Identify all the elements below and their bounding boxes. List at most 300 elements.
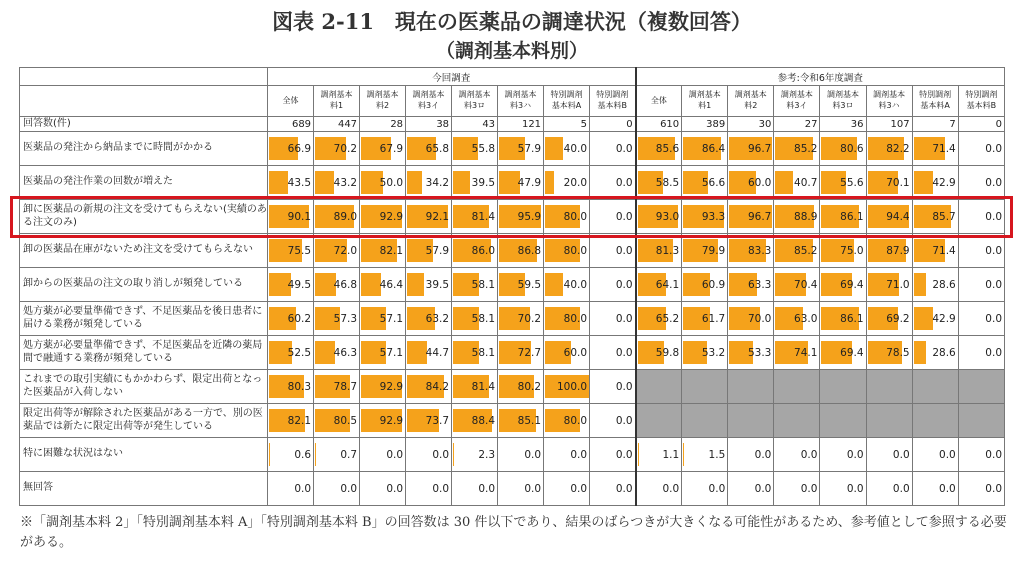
value-label: 50.0 [379, 176, 404, 189]
count-row [20, 117, 1005, 132]
na-cell [774, 370, 820, 404]
count-cell: 0 [958, 117, 1004, 132]
value-label: 60.9 [701, 278, 726, 291]
value-label: 49.5 [287, 278, 312, 291]
value-label: 46.4 [379, 278, 404, 291]
value-label: 0.0 [340, 482, 358, 495]
value-cell [682, 234, 728, 268]
value-cell [314, 302, 360, 336]
value-cell [958, 268, 1004, 302]
value-cell [406, 234, 452, 268]
column-header: 調剤基本 料3ハ [498, 86, 544, 117]
column-header: 調剤基本 料1 [314, 86, 360, 117]
na-cell [958, 404, 1004, 438]
value-cell [268, 268, 314, 302]
value-cell [774, 336, 820, 370]
value-cell [636, 438, 682, 472]
row-label: 卸からの医薬品の注文の取り消しが頻発している [20, 268, 268, 302]
value-label: 69.4 [840, 346, 864, 359]
table-row [20, 268, 1005, 302]
value-cell [820, 438, 866, 472]
results-table [19, 67, 1005, 506]
na-cell [774, 404, 820, 438]
column-header: 特別調剤 基本料B [590, 86, 636, 117]
value-label: 80.3 [287, 380, 312, 393]
value-cell [590, 404, 636, 438]
column-header: 調剤基本 料3ハ [866, 86, 912, 117]
value-label: 79.9 [701, 244, 726, 257]
row-label: 処方薬が必要量準備できず、不足医薬品を後日患者に届ける業務が頻発している [20, 302, 268, 336]
value-cell [636, 302, 682, 336]
value-cell [958, 234, 1004, 268]
value-label: 0.0 [892, 448, 910, 461]
value-cell [636, 268, 682, 302]
row-label: 無回答 [20, 472, 268, 506]
value-label: 82.2 [886, 142, 910, 155]
value-label: 80.0 [563, 312, 588, 325]
value-label: 86.4 [701, 142, 726, 155]
value-label: 71.4 [932, 142, 956, 155]
value-label: 75.5 [287, 244, 312, 257]
value-label: 0.0 [985, 210, 1002, 223]
value-cell [958, 438, 1004, 472]
value-cell [268, 234, 314, 268]
table-row [20, 404, 1005, 438]
value-cell [774, 132, 820, 166]
value-cell [590, 472, 636, 506]
column-header: 調剤基本 料1 [682, 86, 728, 117]
value-cell [866, 336, 912, 370]
value-cell [682, 268, 728, 302]
value-cell [912, 336, 958, 370]
value-bar [315, 341, 335, 364]
value-cell [452, 302, 498, 336]
value-label: 0.0 [524, 482, 542, 495]
column-header: 全体 [636, 86, 682, 117]
value-cell [406, 370, 452, 404]
value-cell [912, 302, 958, 336]
value-label: 71.0 [886, 278, 910, 291]
value-label: 69.4 [840, 278, 864, 291]
value-label: 40.0 [563, 278, 588, 291]
value-label: 0.0 [985, 278, 1002, 291]
value-cell [360, 302, 406, 336]
value-label: 0.0 [939, 482, 956, 495]
value-cell [452, 166, 498, 200]
value-cell [406, 268, 452, 302]
column-header: 特別調剤 基本料A [544, 86, 590, 117]
value-label: 92.1 [425, 210, 450, 223]
value-cell [958, 302, 1004, 336]
value-cell [958, 132, 1004, 166]
value-label: 53.3 [747, 346, 772, 359]
value-label: 2.3 [478, 448, 496, 461]
value-label: 46.3 [333, 346, 358, 359]
value-cell [498, 302, 544, 336]
value-label: 63.0 [794, 312, 818, 325]
value-bar [453, 171, 470, 194]
value-cell [912, 234, 958, 268]
value-label: 86.1 [840, 210, 864, 223]
value-label: 0.0 [615, 448, 633, 461]
na-cell [912, 370, 958, 404]
value-label: 52.5 [287, 346, 312, 359]
table-row [20, 302, 1005, 336]
count-cell: 447 [314, 117, 360, 132]
value-cell [268, 438, 314, 472]
row-label: 回答数(件) [20, 117, 268, 132]
count-cell: 689 [268, 117, 314, 132]
value-label: 0.0 [615, 380, 633, 393]
value-label: 0.0 [478, 482, 496, 495]
value-bar [914, 307, 933, 330]
value-label: 88.4 [471, 414, 496, 427]
value-cell [958, 336, 1004, 370]
value-cell [636, 336, 682, 370]
na-cell [820, 404, 866, 438]
value-bar [407, 171, 422, 194]
value-label: 57.1 [379, 312, 404, 325]
count-cell: 28 [360, 117, 406, 132]
value-cell [774, 302, 820, 336]
value-cell [360, 132, 406, 166]
value-cell [774, 472, 820, 506]
value-label: 57.9 [517, 142, 542, 155]
value-label: 40.7 [794, 176, 818, 189]
value-cell [360, 336, 406, 370]
value-cell [728, 234, 774, 268]
value-cell [498, 268, 544, 302]
value-label: 0.0 [985, 346, 1002, 359]
value-label: 0.0 [615, 312, 633, 325]
value-cell [498, 132, 544, 166]
value-cell [866, 234, 912, 268]
value-label: 80.0 [563, 210, 588, 223]
header-blank [20, 86, 268, 117]
value-label: 60.0 [747, 176, 772, 189]
value-label: 39.5 [425, 278, 450, 291]
value-label: 0.0 [386, 448, 404, 461]
value-label: 0.0 [615, 482, 633, 495]
value-label: 66.9 [287, 142, 312, 155]
value-cell [314, 268, 360, 302]
value-label: 96.7 [747, 142, 772, 155]
count-cell: 43 [452, 117, 498, 132]
value-label: 100.0 [556, 380, 588, 393]
row-label: 医薬品の発注から納品までに時間がかかる [20, 132, 268, 166]
na-cell [636, 404, 682, 438]
value-cell [682, 132, 728, 166]
value-cell [498, 234, 544, 268]
na-cell [682, 404, 728, 438]
value-cell [360, 472, 406, 506]
na-cell [866, 404, 912, 438]
value-label: 87.9 [886, 244, 910, 257]
value-label: 85.6 [655, 142, 680, 155]
value-cell [544, 370, 590, 404]
value-bar [407, 273, 424, 296]
value-label: 42.9 [932, 312, 956, 325]
value-label: 40.0 [563, 142, 588, 155]
value-label: 60.0 [563, 346, 588, 359]
value-label: 71.4 [932, 244, 956, 257]
value-label: 0.0 [662, 482, 680, 495]
na-cell [636, 370, 682, 404]
value-label: 59.5 [517, 278, 542, 291]
count-cell: 121 [498, 117, 544, 132]
na-cell [958, 370, 1004, 404]
value-cell [314, 166, 360, 200]
value-cell [406, 472, 452, 506]
value-bar [407, 341, 427, 364]
value-label: 85.1 [517, 414, 542, 427]
table-row [20, 438, 1005, 472]
value-label: 0.0 [708, 482, 726, 495]
value-label: 92.9 [379, 380, 404, 393]
column-header: 調剤基本 料2 [360, 86, 406, 117]
value-cell [544, 336, 590, 370]
value-label: 80.2 [517, 380, 542, 393]
value-label: 0.0 [985, 176, 1002, 189]
value-cell [314, 234, 360, 268]
value-label: 63.2 [425, 312, 450, 325]
value-label: 96.7 [747, 210, 772, 223]
value-cell [406, 404, 452, 438]
value-bar [545, 273, 563, 296]
value-cell [866, 472, 912, 506]
value-cell [544, 132, 590, 166]
group-header: 参考:令和6年度調査 [636, 68, 1005, 86]
value-label: 85.7 [932, 210, 956, 223]
value-label: 47.9 [517, 176, 542, 189]
value-label: 28.6 [932, 278, 956, 291]
value-bar [683, 443, 684, 466]
row-label: 医薬品の発注作業の回数が増えた [20, 166, 268, 200]
value-cell [636, 472, 682, 506]
na-cell [682, 370, 728, 404]
value-cell [590, 336, 636, 370]
value-label: 0.0 [524, 448, 542, 461]
value-label: 61.7 [701, 312, 726, 325]
value-cell [682, 336, 728, 370]
count-cell: 27 [774, 117, 820, 132]
value-label: 57.9 [425, 244, 450, 257]
footnote: ※「調剤基本料 2」「特別調剤基本料 A」「特別調剤基本料 B」の回答数は 30 件以下であり、結果のばらつきが大きくなる可能性があるため、参考値として参照する必要がある。 [20, 515, 1007, 550]
value-label: 65.2 [655, 312, 680, 325]
count-cell: 0 [590, 117, 636, 132]
value-label: 44.7 [425, 346, 450, 359]
value-label: 20.0 [563, 176, 588, 189]
figure-subtitle: （調剤基本料別） [435, 40, 588, 62]
value-cell [912, 268, 958, 302]
value-cell [866, 132, 912, 166]
value-bar [315, 171, 334, 194]
value-cell [866, 438, 912, 472]
value-cell [590, 302, 636, 336]
value-label: 93.0 [655, 210, 680, 223]
value-cell [728, 302, 774, 336]
row-label: これまでの取引実績にもかかわらず、限定出荷となった医薬品が入荷しない [20, 370, 268, 404]
value-cell [360, 438, 406, 472]
value-label: 67.9 [379, 142, 404, 155]
value-cell [314, 438, 360, 472]
value-cell [406, 438, 452, 472]
value-cell [866, 268, 912, 302]
value-label: 43.2 [333, 176, 358, 189]
value-label: 64.1 [655, 278, 680, 291]
value-cell [820, 166, 866, 200]
value-label: 0.0 [615, 210, 633, 223]
value-cell [452, 370, 498, 404]
value-cell [682, 302, 728, 336]
value-label: 89.0 [333, 210, 358, 223]
figure-title: 図表 2-11 現在の医薬品の調達状況（複数回答） [272, 9, 752, 34]
value-label: 72.0 [333, 244, 358, 257]
value-label: 55.8 [471, 142, 496, 155]
value-label: 43.5 [287, 176, 312, 189]
value-label: 81.4 [471, 380, 496, 393]
value-cell [820, 336, 866, 370]
value-bar [775, 171, 793, 194]
value-label: 0.0 [570, 448, 588, 461]
column-header-row [20, 86, 1005, 117]
value-cell [498, 438, 544, 472]
value-cell [912, 438, 958, 472]
value-cell [452, 438, 498, 472]
value-cell [360, 404, 406, 438]
value-cell [314, 336, 360, 370]
value-label: 0.0 [846, 448, 864, 461]
value-cell [590, 132, 636, 166]
na-cell [866, 370, 912, 404]
value-cell [820, 234, 866, 268]
value-label: 93.3 [701, 210, 726, 223]
column-header: 調剤基本 料3イ [406, 86, 452, 117]
value-label: 60.2 [287, 312, 312, 325]
value-label: 0.0 [570, 482, 588, 495]
value-cell [544, 404, 590, 438]
value-label: 0.0 [846, 482, 864, 495]
value-label: 46.8 [333, 278, 358, 291]
value-label: 0.0 [615, 244, 633, 257]
na-cell [728, 404, 774, 438]
value-cell [820, 132, 866, 166]
value-label: 81.4 [471, 210, 496, 223]
value-bar [914, 341, 927, 364]
row-label: 卸の医薬品在庫がないため注文を受けてもらえない [20, 234, 268, 268]
highlight-box [10, 196, 1013, 238]
value-cell [590, 166, 636, 200]
value-label: 82.1 [287, 414, 312, 427]
value-label: 80.5 [333, 414, 358, 427]
value-cell [728, 166, 774, 200]
value-label: 92.9 [379, 210, 404, 223]
value-label: 72.7 [517, 346, 542, 359]
value-cell [866, 302, 912, 336]
header-blank [20, 68, 268, 86]
value-cell [774, 166, 820, 200]
value-cell [774, 234, 820, 268]
value-cell [820, 472, 866, 506]
value-cell [314, 132, 360, 166]
value-cell [912, 132, 958, 166]
value-label: 0.0 [892, 482, 910, 495]
group-header-row [20, 68, 1005, 86]
count-cell: 36 [820, 117, 866, 132]
value-cell [406, 336, 452, 370]
group-header: 今回調査 [268, 68, 636, 86]
value-label: 0.0 [800, 448, 818, 461]
value-label: 86.1 [840, 312, 864, 325]
value-label: 86.8 [517, 244, 542, 257]
value-cell [774, 438, 820, 472]
value-cell [498, 404, 544, 438]
value-cell [728, 472, 774, 506]
value-label: 80.6 [840, 142, 864, 155]
value-bar [361, 273, 381, 296]
value-label: 0.7 [340, 448, 358, 461]
value-label: 0.0 [386, 482, 404, 495]
value-cell [498, 370, 544, 404]
value-label: 57.3 [333, 312, 358, 325]
value-cell [452, 472, 498, 506]
value-cell [544, 166, 590, 200]
value-bar [914, 171, 933, 194]
na-cell [820, 370, 866, 404]
value-cell [360, 166, 406, 200]
value-label: 1.1 [662, 448, 680, 461]
value-label: 75.0 [840, 244, 864, 257]
value-cell [544, 472, 590, 506]
value-cell [866, 166, 912, 200]
value-cell [452, 132, 498, 166]
value-label: 56.6 [701, 176, 726, 189]
value-label: 74.1 [794, 346, 818, 359]
value-label: 0.0 [985, 142, 1002, 155]
value-cell [820, 268, 866, 302]
count-cell: 5 [544, 117, 590, 132]
table-row [20, 132, 1005, 166]
value-label: 70.4 [794, 278, 818, 291]
value-label: 58.1 [471, 278, 496, 291]
value-label: 90.1 [287, 210, 312, 223]
row-label: 卸に医薬品の新規の注文を受けてもらえない(実績のある注文のみ) [20, 200, 268, 234]
value-label: 85.2 [794, 244, 818, 257]
value-bar [545, 137, 563, 160]
na-cell [728, 370, 774, 404]
row-label: 処方薬が必要量準備できず、不足医薬品を近隣の薬局間で融通する業務が頻発している [20, 336, 268, 370]
column-header: 調剤基本 料3イ [774, 86, 820, 117]
value-cell [912, 472, 958, 506]
column-header: 調剤基本 料2 [728, 86, 774, 117]
table-row [20, 370, 1005, 404]
value-cell [314, 370, 360, 404]
value-label: 78.5 [886, 346, 910, 359]
value-cell [498, 166, 544, 200]
value-label: 0.0 [615, 176, 633, 189]
value-label: 1.5 [708, 448, 726, 461]
value-label: 95.9 [517, 210, 542, 223]
value-cell [636, 166, 682, 200]
value-cell [268, 166, 314, 200]
value-label: 0.0 [615, 414, 633, 427]
value-label: 86.0 [471, 244, 496, 257]
value-label: 73.7 [425, 414, 450, 427]
value-cell [728, 132, 774, 166]
value-bar [453, 443, 454, 466]
value-cell [958, 472, 1004, 506]
value-label: 0.0 [800, 482, 818, 495]
